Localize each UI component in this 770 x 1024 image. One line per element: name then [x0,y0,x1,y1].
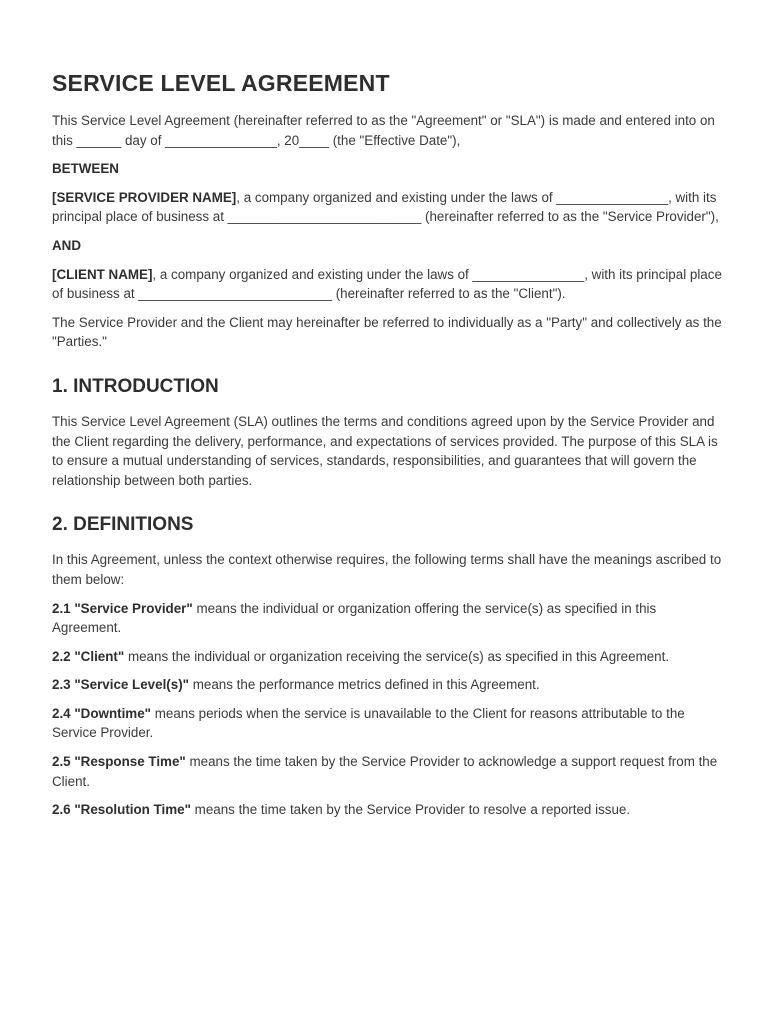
parties-paragraph: The Service Provider and the Client may hereinafter be referred to individually as a "Party" and collectively as the "Parties." [52,314,722,350]
document-page [52,70,722,829]
definition-item [52,800,722,820]
definition-item [52,752,722,791]
between-label: BETWEEN [52,161,119,177]
definition-text: means periods when the service is unavailable to the Client for reasons attributable to the Service Provider. [52,705,685,741]
definition-item [52,704,722,743]
provider-text: , a company organized and existing under the laws of _______________, with its principal place of business at __________________________ (hereinafter referred to as the "Service Provider"), [52,189,719,225]
client-paragraph [52,265,722,304]
introduction-body: This Service Level Agreement (SLA) outlines the terms and conditions agreed upon by the Service Provider and the Client regarding the delivery, performance, and expectations of services provided. The purpose of this SLA is to ensure a mutual understanding of services, standards, responsibilities, and guarantees that will govern the relationship between both parties. [52,413,718,488]
definition-text: means the individual or organization receiving the service(s) as specified in this Agreement. [124,648,670,664]
definition-item [52,675,722,695]
definition-text: means the time taken by the Service Provider to resolve a reported issue. [190,802,631,818]
definition-term: 2.5 "Response Time" [52,754,186,770]
definition-term: 2.3 "Service Level(s)" [52,677,190,693]
definition-term: 2.6 "Resolution Time" [52,802,191,818]
and-label: AND [52,237,82,253]
definition-item [52,599,722,638]
definition-term: 2.4 "Downtime" [52,705,152,721]
definition-term: 2.1 "Service Provider" [52,600,193,616]
introduction-heading: 1. INTRODUCTION [52,375,219,397]
definition-text: means the individual or organization offering the service(s) as specified in this Agreement. [52,600,657,636]
document-title: SERVICE LEVEL AGREEMENT [52,70,390,96]
client-name: [CLIENT NAME] [52,266,153,282]
definition-text: means the performance metrics defined in this Agreement. [189,677,540,693]
definition-term: 2.2 "Client" [52,648,125,664]
client-text: , a company organized and existing under the laws of _______________, with its principal place of business at __________________________ (hereinafter referred to as the "Client"). [52,266,722,302]
provider-paragraph [52,188,722,227]
definition-text: means the time taken by the Service Provider to acknowledge a support request from the Client. [52,754,718,789]
definitions-intro: In this Agreement, unless the context otherwise requires, the following terms shall have the meanings ascribed to them below: [52,552,722,587]
definitions-heading: 2. DEFINITIONS [52,514,194,536]
provider-name: [SERVICE PROVIDER NAME] [52,189,237,205]
definition-item [52,647,722,667]
preamble-paragraph: This Service Level Agreement (hereinafter referred to as the "Agreement" or "SLA") is made and entered into on this ______ day of _______________, 20____ (the "Effective Date"), [52,113,715,148]
